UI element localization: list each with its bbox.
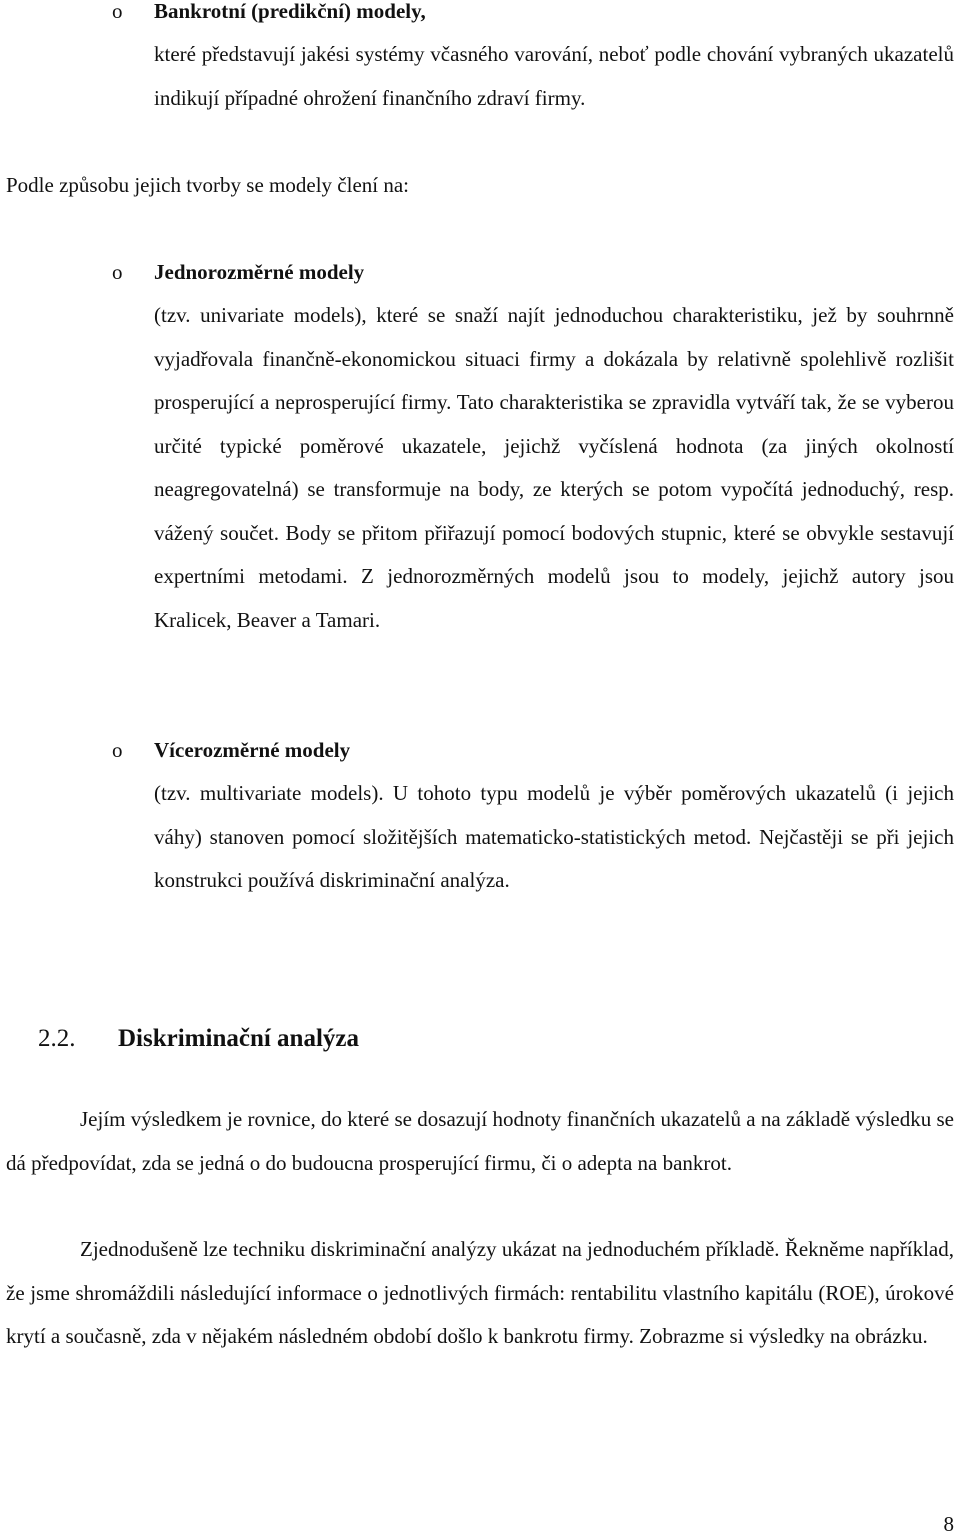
bullet-title-jednorozmerne: Jednorozměrné modely [154, 260, 365, 284]
page-number: 8 [943, 1512, 954, 1536]
bullet-title-bankrotni: Bankrotní (predikční) modely, [154, 0, 426, 23]
bullet-marker: o [112, 0, 123, 23]
bullet-body-jednorozmerne: (tzv. univariate models), které se snaží najít jednoduchou charakteristiku, jež by souhrnně vyjadřovala finančně-ekonomickou situaci firmy a dokázala by relativně spolehlivě rozlišit prosperující a neprosperující firmy. Tato charakteristika se zpravidla vytváří tak, že se vyberou určité typické poměrové ukazatele, jejichž vyčíslená hodnota (za jiných okolností neagregovatelná) se transformuje na body, ze kterých se potom vypočítá jednoduchý, resp. vážený součet. Body se přitom přiřazují pomocí bodových stupnic, které se obvykle sestavují expertními metodami. Z jednorozměrných modelů jsou to modely, jejichž autory jsou Kralicek, Beaver a Tamari. [154, 303, 954, 632]
paragraph-2: Zjednodušeně lze techniku diskriminační analýzy ukázat na jednoduchém příkladě. Řekněme například, že jsme shromáždili následující informace o jednotlivých firmách: rentabilitu vlastního kapitálu (ROE), úrokové krytí a současně, zda v nějakém následném období došlo k bankrotu firmy. Zobrazme si výsledky na obrázku. [6, 1237, 954, 1348]
bullet-body-bankrotni: které představují jakési systémy včasného varování, neboť podle chování vybraných ukazatelů indikují případné ohrožení finančního zdraví firmy. [154, 42, 954, 110]
bullet-body-vicerozmerne: (tzv. multivariate models). U tohoto typu modelů je výběr poměrových ukazatelů (i jejich váhy) stanoven pomocí složitějších matematicko-statistických metod. Nejčastěji se při jejich konstrukci používá diskriminační analýza. [154, 781, 954, 892]
bullet-marker: o [112, 738, 123, 762]
bullet-title-vicerozmerne: Vícerozměrné modely [154, 738, 351, 762]
paragraph-1: Jejím výsledkem je rovnice, do které se dosazují hodnoty finančních ukazatelů a na základě výsledku se dá předpovídat, zda se jedná o do budoucna prosperující firmu, či o adepta na bankrot. [6, 1107, 954, 1175]
bullet-marker: o [112, 260, 123, 284]
intro-line: Podle způsobu jejich tvorby se modely člení na: [6, 173, 409, 197]
section-number: 2.2. [38, 1025, 76, 1052]
section-title: Diskriminační analýza [118, 1025, 359, 1052]
